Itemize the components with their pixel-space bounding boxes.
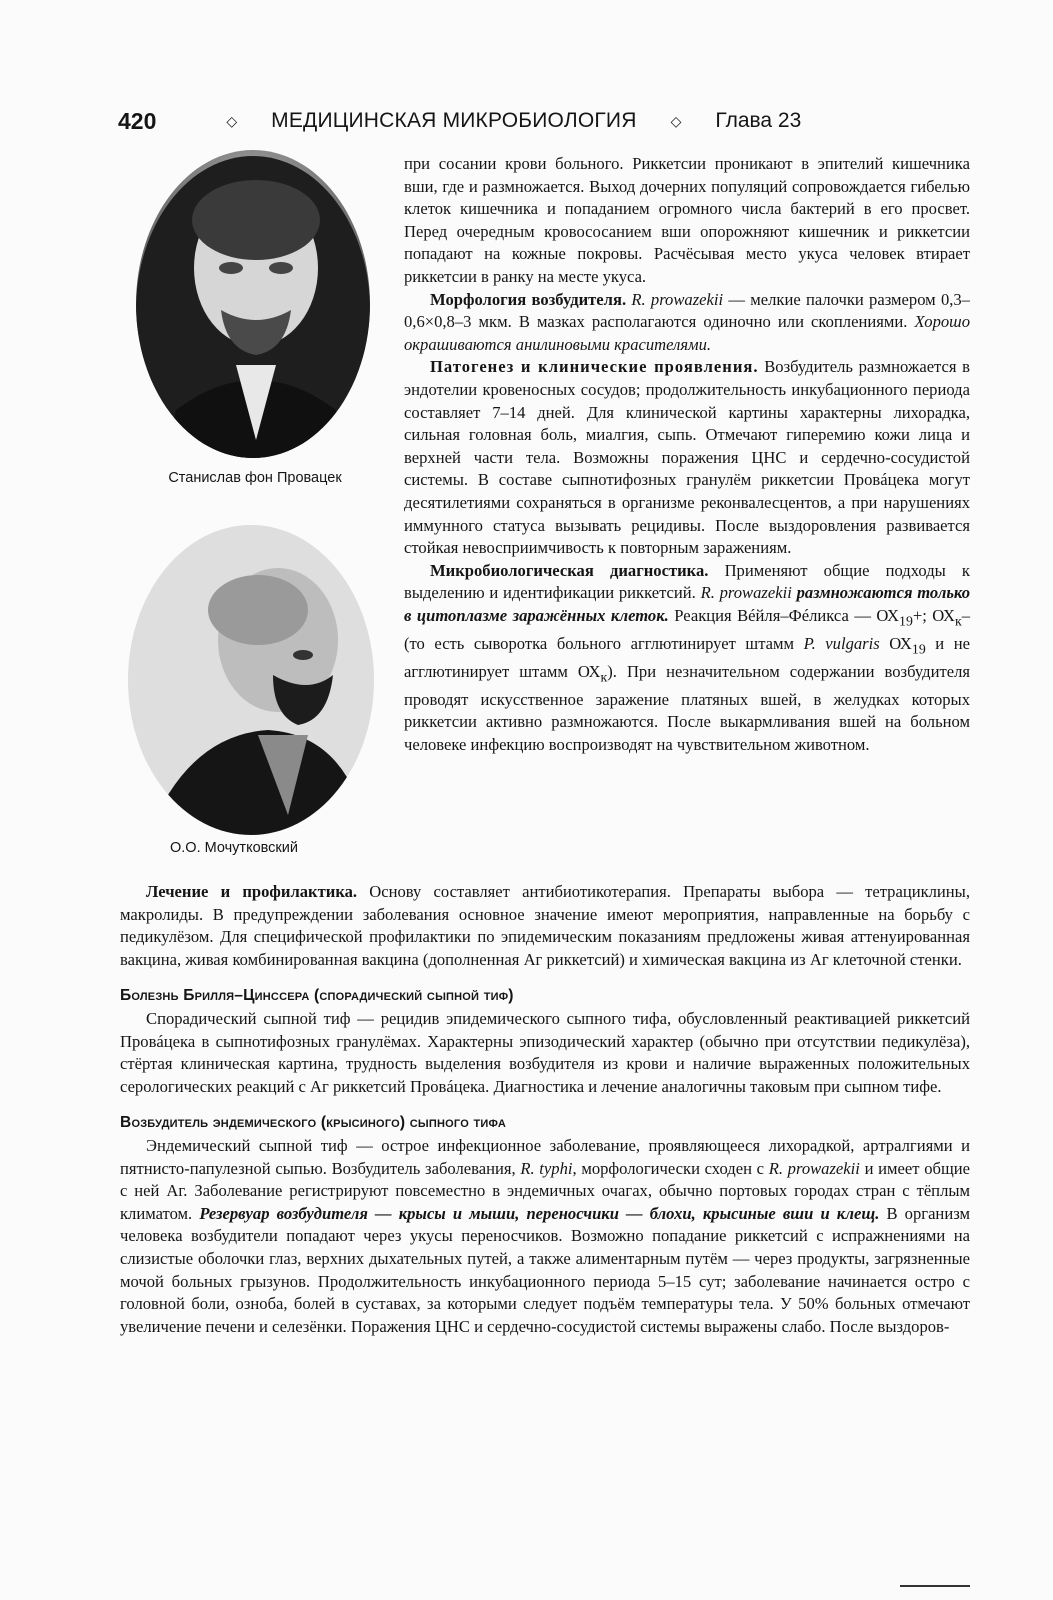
- italic-text: размножаются только в цитоплазме заражённых клеток.: [404, 583, 970, 625]
- running-header: [118, 104, 978, 138]
- text: и не агглютинирует штамм ОХ: [404, 633, 970, 681]
- section-heading: Патогенез и клинические проявления.: [430, 357, 759, 377]
- subsection-heading: Возбудитель эндемического (крысиного) сыпного тифа: [120, 1114, 506, 1132]
- species-name: R. prowazekii: [768, 1158, 860, 1178]
- text: ). При незначительном содержании возбудителя проводят искусственное заражение платяных вшей, в желудках которых риккетсии активно размножаются. После выкармливания вшей на больном человеке инфекцию воспроизводят на чувствительном животном.: [404, 661, 971, 754]
- text: и имеет общие с ней Аг. Заболевание регистрируют повсеместно в эндемичных очагах, обычно портовых городах стран с тёплым климатом.: [120, 1158, 970, 1223]
- page-number: 420: [118, 107, 157, 134]
- text: Эндемический сыпной тиф — острое инфекционное заболевание, проявляющееся лихорадкой, артралгиями и пятнисто-папулезной сыпью. Возбудитель заболевания,: [120, 1135, 970, 1178]
- paragraph-brill: Спорадический сыпной тиф — рецидив эпидемического сыпного тифа, обусловленный реактивацией риккетсий Провáцека в сыпнотифозных гранулёмах. Характерны эпизодический характер (обычно при отсутствии педикулёза), стёртая клиническая картина, трудность выделения возбудителя из крови и наличие выраженных положительных серологических реакций с Аг риккетсий Провáцека. Диагностика и лечение аналогичны таковым при сыпном тифе.: [120, 1008, 970, 1096]
- species-name: P. vulgaris: [803, 633, 880, 653]
- text: В организм человека возбудители попадают через укусы переносчиков. Возможно попадание риккетсий с испражнениями на слизистые оболочки глаз, верхних дыхательных путей, а также алиментарным путём — через продукты, загрязненные мочой больных грызунов. Продолжительность инкубационного периода 5–15 сут; заболевание начинается остро с головной боли, озноба, болей в суставах, за которыми следует подъём температуры тела. У 50% больных отмечают увеличение печени и селезёнки. Поражения ЦНС и сердечно-сосудистой системы выражены слабо. После выздоров-: [120, 1203, 971, 1336]
- subscript: к: [600, 669, 608, 684]
- portrait-photo-icon: [136, 150, 370, 458]
- portrait-caption: Станислав фон Провацек: [168, 470, 342, 486]
- text: , морфологически сходен с: [572, 1158, 769, 1178]
- chapter-label: Глава 23: [715, 109, 802, 132]
- paragraph-morphology: [404, 289, 970, 357]
- italic-text: Хорошо окрашиваются анилиновыми красителями.: [404, 312, 970, 354]
- diamond-icon: ◇: [670, 112, 682, 129]
- diamond-icon: ◇: [226, 112, 238, 129]
- section-heading: Микробиологическая диагностика.: [430, 560, 709, 580]
- section-heading: Лечение и профилактика.: [146, 882, 358, 901]
- paragraph-endemic: [120, 1135, 970, 1338]
- italic-text: Резервуар возбудителя — крысы и мыши, переносчики — блохи, крысиные вши и клещ.: [199, 1203, 880, 1223]
- text: – (то есть сыворотка больного агглютинирует штамм: [404, 605, 970, 653]
- paragraph-treatment: [120, 881, 970, 971]
- subscript: 19: [899, 613, 913, 629]
- portrait-caption: О.О. Мочутковский: [170, 840, 298, 856]
- page-corner-rule: [900, 1585, 970, 1587]
- subscript: к: [954, 613, 962, 629]
- species-name: R. prowazekii: [700, 583, 792, 603]
- portrait-mochutkovsky: [128, 525, 374, 835]
- section-heading: Морфология возбудителя.: [430, 289, 627, 309]
- text: +; ОХ: [912, 605, 955, 625]
- right-column: [404, 153, 970, 756]
- portrait-prowazek: [136, 150, 370, 458]
- portrait-photo-icon: [128, 525, 374, 835]
- subsection-heading: Болезнь Брилля–Цинссера (спорадический сыпной тиф): [120, 987, 514, 1005]
- book-title: МЕДИЦИНСКАЯ МИКРОБИОЛОГИЯ: [271, 109, 637, 132]
- full-width-block: [120, 881, 970, 1338]
- subscript: 19: [911, 641, 926, 657]
- text: Реакция Вéйля–Фéликса — ОХ: [668, 605, 900, 625]
- text: — мелкие палочки размером 0,3–0,6×0,8–3 мкм. В мазках располагаются одиночно или скоплениями.: [404, 289, 970, 332]
- text: Применяют общие подходы к выделению и идентификации риккетсий.: [404, 560, 970, 603]
- text: ОХ: [879, 633, 912, 653]
- paragraph: при сосании крови больного. Риккетсии проникают в эпителий кишечника вши, где и размножается. Выход дочерних популяций сопровождается гибелью клеток кишечника и попаданием огромного числа бактерий в его просвет. Перед очередным кровососанием вши опорожняют кишечник и риккетсии попадают на кожные покровы. Расчёсывая место укуса человек втирает риккетсии в ранку на месте укуса.: [404, 154, 970, 286]
- paragraph-diagnostics: [404, 560, 970, 757]
- text: Основу составляет антибиотикотерапия. Препараты выбора — тетрациклины, макролиды. В предупреждении заболевания основное значение имеют мероприятия, направленные на борьбу с педикулёзом. Для специфической профилактики по эпидемическим показаниям предложены живая аттенуированная вакцина, живая комбинированная вакцина (дополненная Аг риккетсий) и химическая вакцина из Аг клеточной стенки.: [120, 882, 970, 969]
- species-name: R. typhi: [520, 1158, 573, 1178]
- text: Возбудитель размножается в эндотелии кровеносных сосудов; продолжительность инкубационного периода составляет 7–14 дней. Для клинической картины характерны лихорадка, сильная головная боль, миалгия, сыпь. Отмечают гиперемию кожи лица и верхней части тела. Возможны поражения ЦНС и сердечно-сосудистой системы. В составе сыпнотифозных гранулём риккетсии Провáцека могут десятилетиями сохраняться в организме реконвалесцентов, а при нарушениях иммунного статуса вызывать рецидивы. После выздоровления развивается стойкая невосприимчивость к повторным заражениям.: [404, 357, 970, 558]
- species-name: R. prowazekii: [631, 289, 724, 309]
- paragraph-pathogenesis: [404, 356, 970, 559]
